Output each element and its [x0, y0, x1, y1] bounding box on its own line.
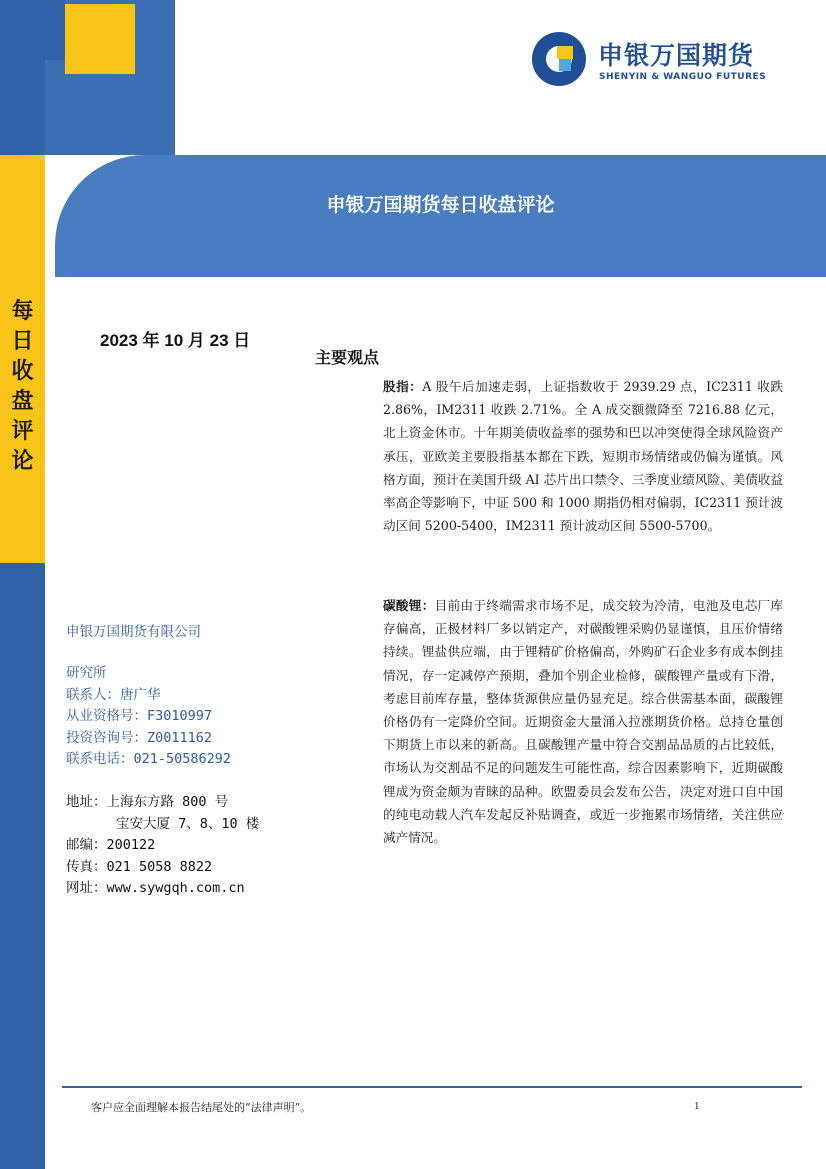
decorative-square-yellow	[65, 4, 135, 74]
page-number: 1	[694, 1100, 700, 1112]
logo-name-cn: 申银万国期货	[598, 41, 755, 70]
side-title-char: 论	[11, 448, 34, 474]
footer-divider	[62, 1086, 802, 1088]
department: 研究所	[66, 665, 107, 681]
consult-license-number: 投资咨询号：Z0011162	[66, 729, 213, 746]
company-logo	[530, 30, 780, 90]
decorative-square-blue	[45, 0, 65, 60]
report-date: 2023 年 10 月 23 日	[100, 331, 251, 350]
side-title-char: 盘	[11, 388, 34, 414]
fax: 传真：021 5058 8822	[66, 858, 213, 875]
contact-person: 联系人：唐广华	[66, 686, 161, 703]
paragraph-lead: 股指：	[383, 379, 423, 394]
paragraph-text: A 股午后加速走弱，上证指数收于 2939.29 点，IC2311 收跌 2.86%，IM2311 收跌 2.71%。全 A 成交额微降至 7216.88 亿元，北上资金休市。十年期美债收益率的强势和巴以冲突使得全球风险资产承压，亚欧美主要股指基本都在下跌，短期市场情绪或仍偏为谨慎。风格方面，预计在美国升级 AI 芯片出口禁令、三季度业绩风险、美债收益率高企等影响下，中证 500 和 1000 期指仍相对偏弱，IC2311 预计波动区间 5200-5400，IM2311 预计波动区间 5500-5700。	[383, 379, 783, 534]
report-title: 申银万国期货每日收盘评论	[326, 194, 555, 216]
contact-block	[66, 663, 231, 771]
paragraph-lead: 碳酸锂：	[383, 598, 435, 613]
paragraph-lithium-carbonate	[383, 594, 783, 849]
side-title	[0, 296, 45, 476]
logo-name-en: SHENYIN & WANGUO FUTURES	[599, 72, 767, 82]
postcode: 邮编：200122	[66, 837, 156, 853]
website: 网址：www.sywgqh.com.cn	[66, 880, 245, 896]
address-block	[66, 792, 259, 900]
side-title-char: 收	[11, 358, 34, 384]
paragraph-text: 目前由于终端需求市场不足，成交较为冷清，电池及电芯厂库存偏高，正极材料厂多以销定产，对碳酸锂采购仍显谨慎，且压价情绪持续。锂盐供应端，由于锂精矿价格偏高，外购矿石企业多有成本倒挂情况，存一定减停产预期，叠加个别企业检修，碳酸锂产量或有下滑，考虑目前库存量，整体货源供应量仍显充足。综合供需基本面，碳酸锂价格仍有一定降价空间。近期资金大量涌入拉涨期货价格。总持仓量创下期货上市以来的新高。且碳酸锂产量中符合交割品品质的占比较低，市场认为交割品不足的问题发生可能性高，综合因素影响下，近期碳酸锂成为资金颇为青睐的品种。欧盟委员会发布公告，决定对进口自中国的纯电动载人汽车发起反补贴调查，或近一步拖累市场情绪，关注供应减产情况。	[383, 598, 784, 846]
footer-note: 客户应全面理解本报告结尾处的“法律声明”。	[91, 1101, 312, 1114]
section-heading: 主要观点	[315, 348, 380, 367]
company-name: 申银万国期货有限公司	[66, 624, 201, 640]
logo-mark-icon	[530, 30, 588, 88]
address-line: 宝安大厦 7、8、10 楼	[116, 815, 260, 832]
address-line: 地址：上海东方路 800 号	[66, 794, 229, 810]
paragraph-stock-index	[383, 375, 783, 537]
side-strip-top	[0, 0, 45, 155]
contact-phone: 联系电话：021-50586292	[66, 751, 232, 767]
side-title-char: 日	[11, 328, 34, 354]
license-number: 从业资格号：F3010997	[66, 708, 213, 724]
side-strip-bottom	[0, 563, 45, 1169]
side-title-char: 评	[11, 418, 34, 444]
side-title-char: 每	[11, 298, 34, 324]
